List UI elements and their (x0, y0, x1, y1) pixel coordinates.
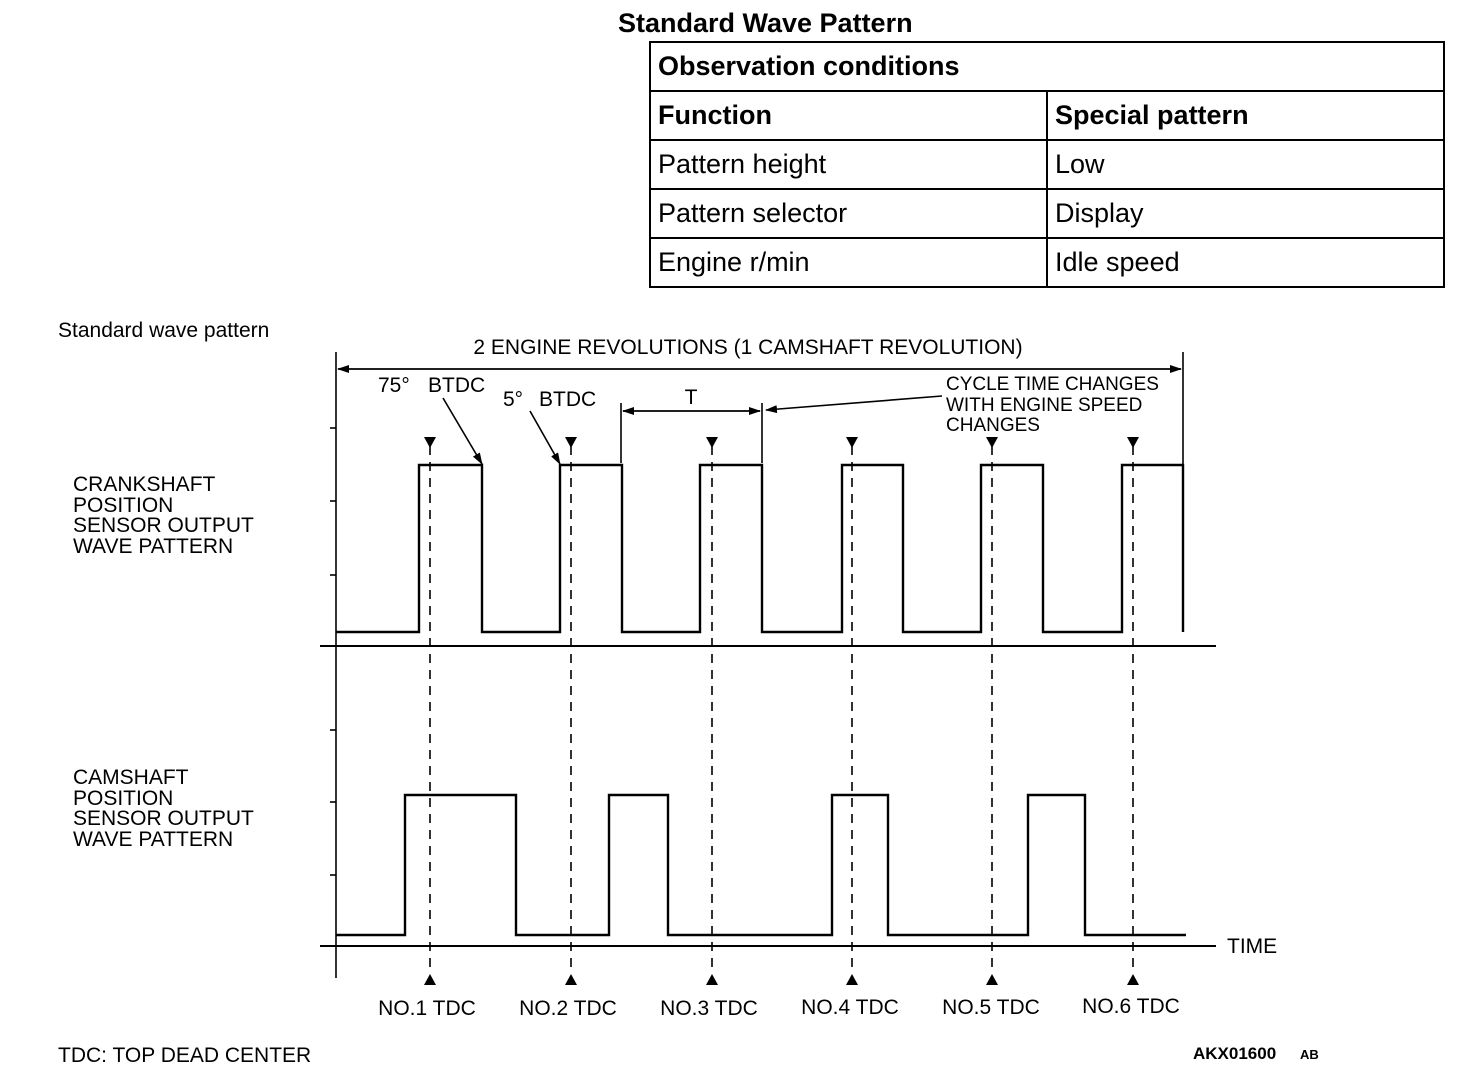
section-label: Standard wave pattern (58, 319, 270, 342)
tdc-down-triangle (846, 437, 858, 448)
crank-waveform (336, 465, 1183, 632)
tdc-marker (565, 437, 577, 985)
header-function: Function (650, 91, 1047, 140)
header-special-pattern: Special pattern (1047, 91, 1444, 140)
tdc-label-2: NO.2 TDC (519, 997, 617, 1020)
tdc-label-6: NO.6 TDC (1082, 995, 1180, 1018)
cycle-note-pointer (766, 396, 942, 410)
figure-suffix: AB (1300, 1047, 1319, 1062)
cell-value: Low (1047, 140, 1444, 189)
crank-label-line: POSITION (73, 494, 174, 517)
tdc-marker (1127, 437, 1139, 985)
tdc-down-triangle (565, 437, 577, 448)
cell-function: Engine r/min (650, 238, 1047, 287)
cell-value: Idle speed (1047, 238, 1444, 287)
cam-label (73, 766, 254, 851)
tdc-marker (424, 437, 436, 985)
btdc5-degree: 5° (503, 388, 524, 411)
cell-function: Pattern selector (650, 189, 1047, 238)
tdc-up-triangle (706, 974, 718, 985)
cam-waveform (336, 795, 1186, 935)
tdc-up-triangle (565, 974, 577, 985)
tdc-markers (424, 437, 1139, 985)
tdc-marker (986, 437, 998, 985)
period-label: T (684, 386, 698, 409)
tdc-up-triangle (846, 974, 858, 985)
btdc5-pointer (530, 411, 560, 464)
tdc-label-5: NO.5 TDC (942, 996, 1040, 1019)
tdc-label-1: NO.1 TDC (378, 997, 476, 1020)
cam-label-line: CAMSHAFT (73, 766, 189, 789)
tdc-marker (706, 437, 718, 985)
cam-label-line: POSITION (73, 787, 174, 810)
tdc-label-4: NO.4 TDC (801, 996, 899, 1019)
btdc5-text: BTDC (539, 388, 597, 411)
cell-function: Pattern height (650, 140, 1047, 189)
cam-label-line: SENSOR OUTPUT (73, 807, 254, 830)
tdc-up-triangle (986, 974, 998, 985)
tdc-up-triangle (1127, 974, 1139, 985)
crank-label (73, 473, 254, 558)
tdc-label-3: NO.3 TDC (660, 997, 758, 1020)
cycle-note-line3: CHANGES (946, 415, 1040, 436)
tdc-labels (378, 995, 1180, 1020)
figure-code: AKX01600 (1193, 1044, 1277, 1063)
span-label: 2 ENGINE REVOLUTIONS (1 CAMSHAFT REVOLUTION) (473, 336, 1023, 359)
btdc75-pointer (443, 398, 482, 464)
tdc-down-triangle (1127, 437, 1139, 448)
tdc-down-triangle (424, 437, 436, 448)
btdc75-text: BTDC (428, 374, 486, 397)
table-title: Standard Wave Pattern (618, 8, 913, 38)
cycle-note-line2: WITH ENGINE SPEED (946, 395, 1143, 416)
btdc75-degree: 75° (378, 374, 410, 397)
crank-label-line: WAVE PATTERN (73, 535, 234, 558)
table-caption: Observation conditions (650, 42, 1444, 91)
tdc-down-triangle (706, 437, 718, 448)
tdc-up-triangle (424, 974, 436, 985)
tdc-marker (846, 437, 858, 985)
crank-label-line: CRANKSHAFT (73, 473, 216, 496)
tdc-down-triangle (986, 437, 998, 448)
left-axis (330, 352, 336, 978)
cycle-note-line1: CYCLE TIME CHANGES (946, 374, 1159, 395)
crank-label-line: SENSOR OUTPUT (73, 514, 254, 537)
cell-value: Display (1047, 189, 1444, 238)
footnote: TDC: TOP DEAD CENTER (58, 1044, 312, 1067)
cam-label-line: WAVE PATTERN (73, 828, 234, 851)
time-label: TIME (1227, 935, 1278, 958)
